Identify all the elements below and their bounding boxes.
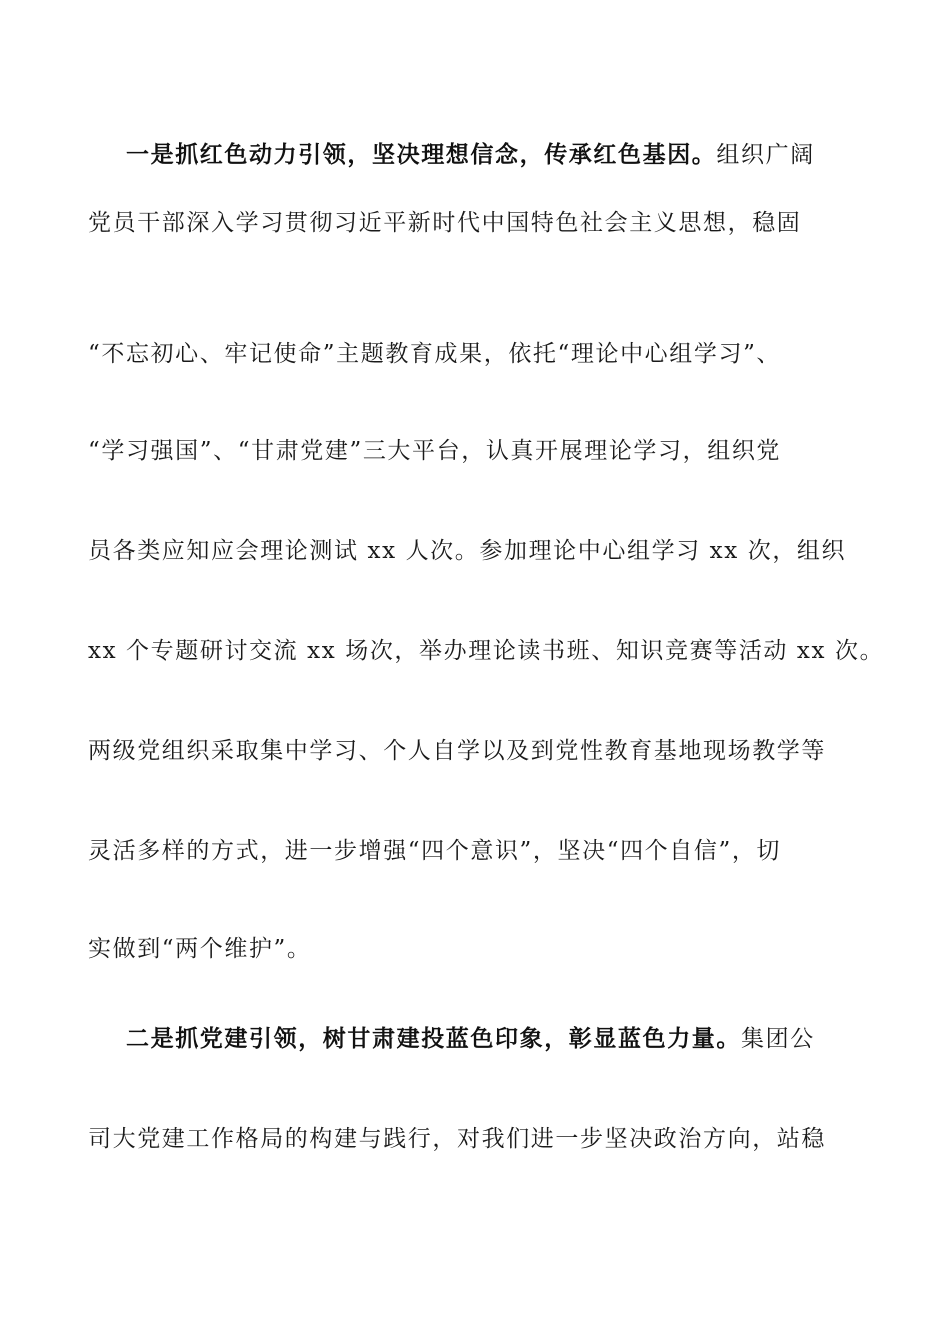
- paragraph-1-line-4: “学习强国”、“甘肃党建”三大平台，认真开展理论学习，组织党: [88, 438, 782, 464]
- paragraph-2-line-2: 司大党建工作格局的构建与践行，对我们进一步坚决政治方向，站稳: [88, 1126, 826, 1152]
- paragraph-1-line-2: 党员干部深入学习贯彻习近平新时代中国特色社会主义思想，稳固: [88, 210, 802, 236]
- paragraph-1-line-5: 员各类应知应会理论测试 xx 人次。参加理论中心组学习 xx 次，组织: [88, 538, 847, 564]
- paragraph-2-first-line: [126, 1024, 878, 1054]
- paragraph-1-line-7: 两级党组织采取集中学习、个人自学以及到党性教育基地现场教学等: [88, 738, 826, 764]
- paragraph-2-first-line-rest: 集团公: [741, 1026, 815, 1052]
- paragraph-1-first-line: [126, 140, 878, 170]
- paragraph-1-first-line-rest: 组织广阔: [716, 142, 815, 168]
- paragraph-1-lead: 一是抓红色动力引领，坚决理想信念，传承红色基因。: [126, 141, 717, 168]
- paragraph-2-lead: 二是抓党建引领，树甘肃建投蓝色印象，彰显蓝色力量。: [126, 1025, 741, 1052]
- paragraph-1-line-8: 灵活多样的方式，进一步增强“四个意识”，坚决“四个自信”，切: [88, 838, 782, 864]
- paragraph-1-line-6: xx 个专题研讨交流 xx 场次，举办理论读书班、知识竞赛等活动 xx 次。: [88, 638, 885, 664]
- paragraph-1-line-3: “不忘初心、牢记使命”主题教育成果，依托“理论中心组学习”、: [88, 341, 782, 367]
- paragraph-1-line-9: 实做到“两个维护”。: [88, 936, 312, 962]
